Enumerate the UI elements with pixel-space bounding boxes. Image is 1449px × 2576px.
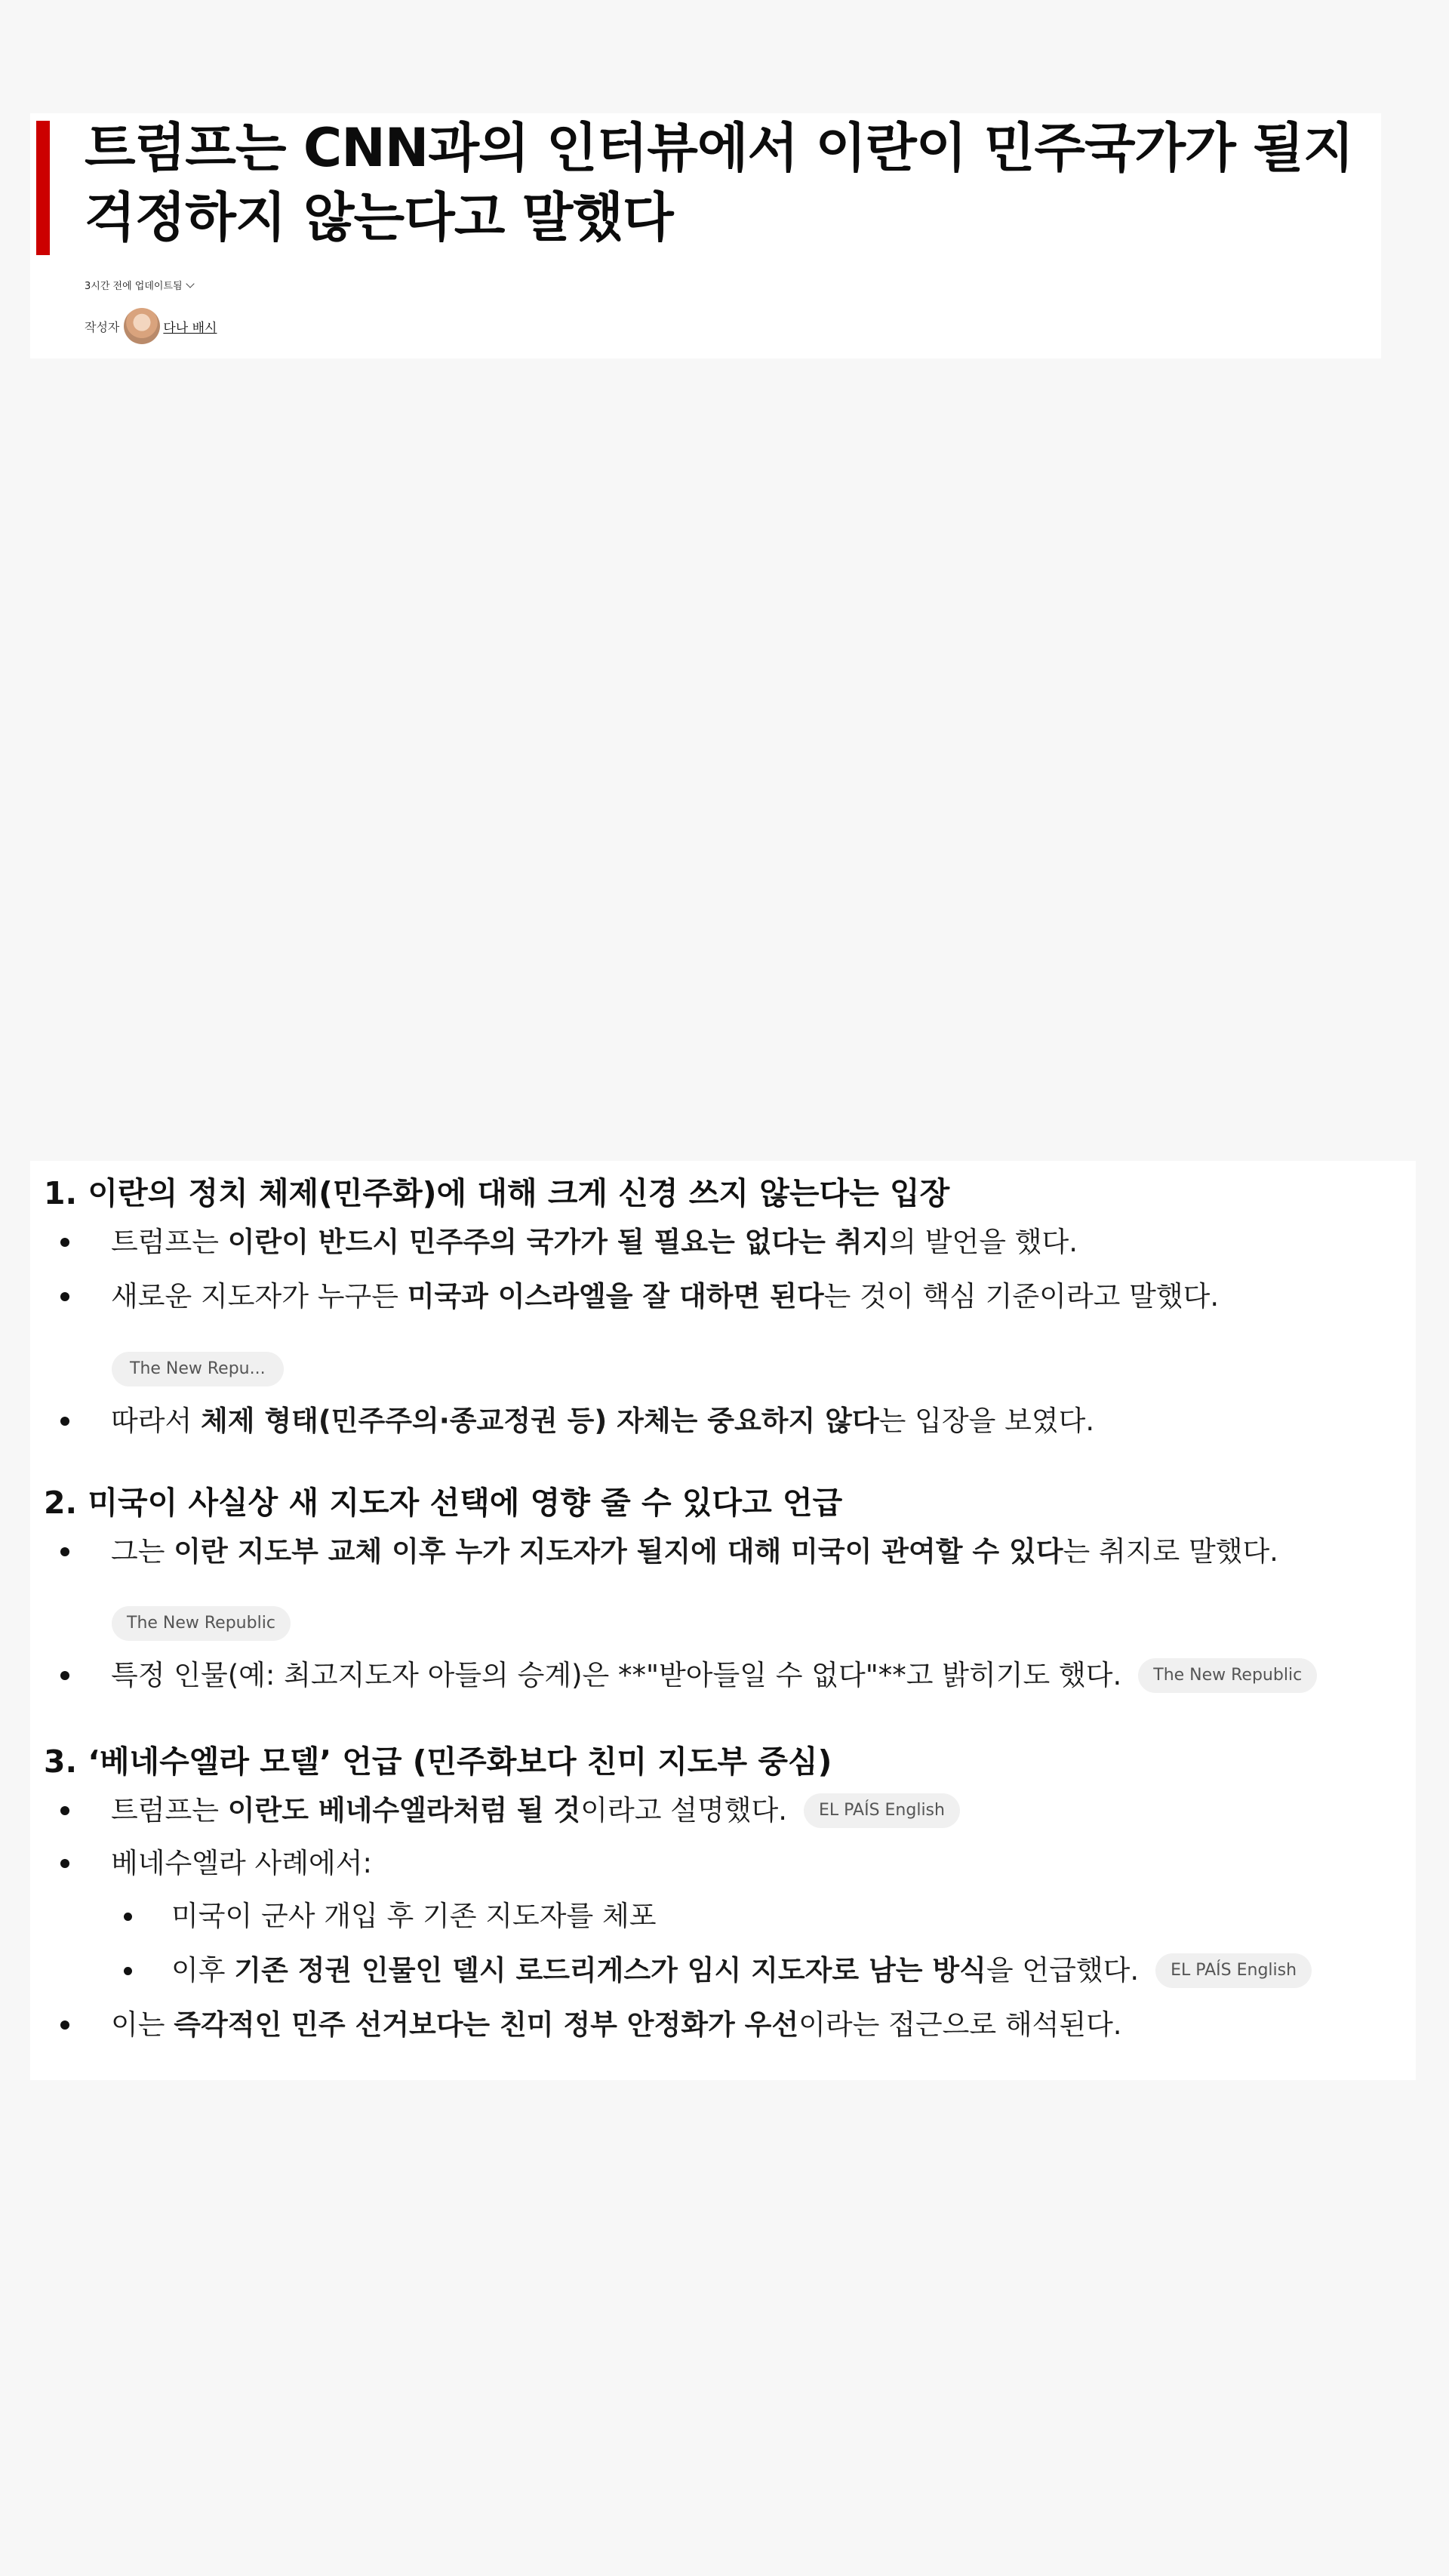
- bullet-text-bold: 기존 정권 인물인 델시 로드리게스가 임시 지도자로 남는 방식: [234, 1954, 986, 1987]
- list-item: [30, 1402, 1094, 1440]
- updated-label: 3시간 전에 업데이트됨: [85, 281, 183, 292]
- article-header: [30, 113, 1381, 359]
- section-title: 1. 이란의 정치 체제(민주화)에 대해 크게 신경 쓰지 않는다는 입장: [44, 1175, 950, 1211]
- bullet-text-bold: 즉각적인 민주 선거보다는 친미 정부 안정화가 우선: [174, 2008, 799, 2041]
- bullet-dot: [60, 1547, 69, 1556]
- bullet-text: 는 취지로 말했다.: [1063, 1535, 1278, 1568]
- bullet-text: 그는: [111, 1535, 174, 1568]
- bullet-dot: [124, 1913, 132, 1921]
- chevron-down-icon: [186, 279, 194, 288]
- bullet-dot: [60, 1806, 69, 1815]
- list-item: [30, 1533, 1278, 1571]
- bullet-text: 특정 인물(예: 최고지도자 아들의 승계)은 **"받아들일 수 없다"**고 밝히기도 했다.: [111, 1659, 1122, 1691]
- list-item: [30, 1278, 1219, 1316]
- bullet-text-bold: 미국과 이스라엘을 잘 대하면 된다: [407, 1280, 824, 1313]
- bullet-dot: [60, 1859, 69, 1868]
- source-chip[interactable]: EL PAÍS English: [804, 1793, 960, 1828]
- headline-accent-bar: [36, 121, 50, 255]
- bullet-text: 을 언급했다.: [986, 1954, 1140, 1987]
- sub-list-item: [30, 1952, 1312, 1990]
- article-headline: 트럼프는 CNN과의 인터뷰에서 이란이 민주국가가 될지 걱정하지 않는다고 말했다: [85, 117, 1354, 248]
- bullet-text: 베네수엘라 사례에서:: [111, 1847, 372, 1879]
- list-item: [30, 1845, 372, 1882]
- bullet-text: 새로운 지도자가 누구든: [111, 1280, 408, 1313]
- list-item: [30, 1792, 960, 1830]
- source-chip[interactable]: EL PAÍS English: [1155, 1953, 1312, 1988]
- author-avatar[interactable]: [124, 308, 160, 344]
- bullet-text-bold: 체제 형태(민주주의·종교정권 등) 자체는 중요하지 않다: [201, 1405, 879, 1437]
- list-item: [30, 1223, 1078, 1261]
- updated-timestamp[interactable]: [85, 278, 193, 292]
- byline-prefix: 작성자: [85, 319, 120, 334]
- source-chip[interactable]: The New Repu...: [112, 1352, 284, 1386]
- bullet-dot: [60, 2020, 69, 2030]
- bullet-text: 따라서: [111, 1405, 201, 1437]
- bullet-text-bold: 이란이 반드시 민주주의 국가가 될 필요는 없다는 취지: [227, 1226, 890, 1258]
- bullet-text: 이는: [111, 2008, 174, 2041]
- summary-panel: [30, 1161, 1416, 2080]
- bullet-dot: [124, 1967, 132, 1975]
- bullet-dot: [60, 1671, 69, 1680]
- bullet-text: 트럼프는: [111, 1794, 228, 1827]
- bullet-text: 의 발언을 했다.: [889, 1226, 1078, 1258]
- bullet-text: 이라고 설명했다.: [580, 1794, 788, 1827]
- source-chip[interactable]: The New Republic: [112, 1606, 291, 1641]
- bullet-text: 는 입장을 보였다.: [878, 1405, 1095, 1437]
- bullet-text: 이라는 접근으로 해석된다.: [798, 2008, 1122, 2041]
- list-item: [30, 2006, 1122, 2044]
- section-title: 2. 미국이 사실상 새 지도자 선택에 영향 줄 수 있다고 언급: [44, 1485, 843, 1521]
- bullet-text: 이후: [171, 1954, 235, 1987]
- bullet-text-bold: 이란 지도부 교체 이후 누가 지도자가 될지에 대해 미국이 관여할 수 있다: [174, 1535, 1063, 1568]
- source-chip[interactable]: The New Republic: [1138, 1658, 1317, 1693]
- sub-list-item: [30, 1897, 656, 1935]
- byline: [85, 308, 217, 344]
- bullet-text-bold: 이란도 베네수엘라처럼 될 것: [227, 1794, 581, 1827]
- bullet-dot: [60, 1292, 69, 1301]
- bullet-text: 미국이 군사 개입 후 기존 지도자를 체포: [171, 1900, 657, 1932]
- bullet-text: 는 것이 핵심 기준이라고 말했다.: [823, 1280, 1220, 1313]
- bullet-text: 트럼프는: [111, 1226, 228, 1258]
- bullet-dot: [60, 1238, 69, 1247]
- section-title: 3. ‘베네수엘라 모델’ 언급 (민주화보다 친미 지도부 중심): [44, 1743, 832, 1780]
- author-link[interactable]: 다나 배시: [163, 320, 217, 336]
- list-item: [30, 1657, 1317, 1694]
- bullet-dot: [60, 1417, 69, 1426]
